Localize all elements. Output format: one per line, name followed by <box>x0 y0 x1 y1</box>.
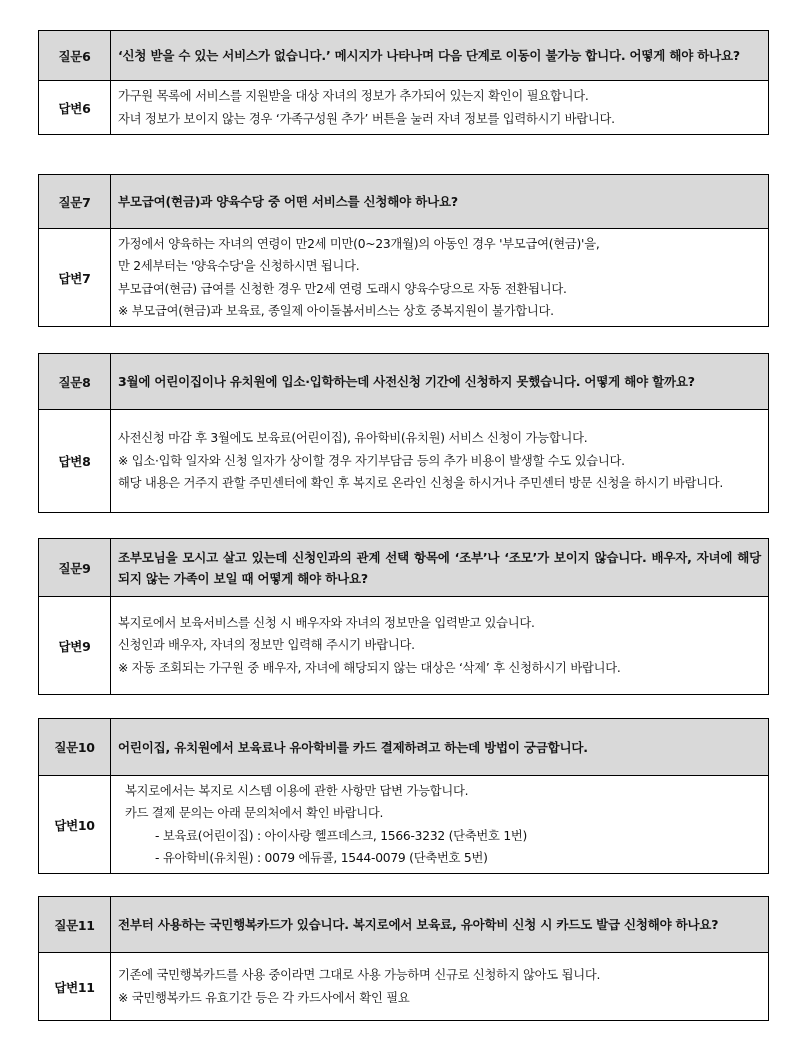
answer-label: 답변11 <box>39 953 111 1021</box>
answer-line: 부모급여(현금) 급여를 신청한 경우 만2세 연령 도래시 양육수당으로 자동 전환됩니다. <box>118 281 567 296</box>
answer-line: 복지로에서 보육서비스를 신청 시 배우자와 자녀의 정보만을 입력받고 있습니다. <box>118 615 535 630</box>
answer-label: 답변6 <box>39 81 111 135</box>
answer-text <box>111 776 769 874</box>
question-text: 부모급여(현금)과 양육수당 중 어떤 서비스를 신청해야 하나요? <box>111 175 769 229</box>
question-text: 어린이집, 유치원에서 보육료나 유아학비를 카드 결제하려고 하는데 방법이 궁금합니다. <box>111 719 769 776</box>
answer-label: 답변9 <box>39 597 111 695</box>
answer-line: ※ 자동 조회되는 가구원 중 배우자, 자녀에 해당되지 않는 대상은 ‘삭제’ 후 신청하시기 바랍니다. <box>118 660 621 675</box>
question-text: 3월에 어린이집이나 유치원에 입소·입학하는데 사전신청 기간에 신청하지 못했습니다. 어떻게 해야 할까요? <box>111 354 769 410</box>
answer-text <box>111 597 769 695</box>
question-label: 질문9 <box>39 539 111 597</box>
answer-text <box>111 81 769 135</box>
answer-label: 답변8 <box>39 410 111 513</box>
answer-line: 만 2세부터는 '양육수당'을 신청하시면 됩니다. <box>118 259 360 273</box>
question-text: ‘신청 받을 수 있는 서비스가 없습니다.’ 메시지가 나타나며 다음 단계로 이동이 불가능 합니다. 어떻게 해야 하나요? <box>111 31 769 81</box>
question-label: 질문10 <box>39 719 111 776</box>
answer-line: 카드 결제 문의는 아래 문의처에서 확인 바랍니다. <box>125 806 384 820</box>
answer-line: ※ 부모급여(현금)과 보육료, 종일제 아이돌봄서비스는 상호 중복지원이 불가합니다. <box>118 304 554 318</box>
faq-table-11 <box>38 896 769 1021</box>
answer-line: ※ 국민행복카드 유효기간 등은 각 카드사에서 확인 필요 <box>118 990 410 1005</box>
question-label: 질문11 <box>39 897 111 953</box>
answer-text <box>111 410 769 513</box>
answer-line: 해당 내용은 거주지 관할 주민센터에 확인 후 복지로 온라인 신청을 하시거나 주민센터 방문 신청을 하시기 바랍니다. <box>118 476 724 491</box>
answer-line: ※ 입소·입학 일자와 신청 일자가 상이할 경우 자기부담금 등의 추가 비용이 발생할 수도 있습니다. <box>118 453 625 468</box>
answer-line: - 보육료(어린이집) : 아이사랑 헬프데스크, 1566-3232 (단축번호 1번) <box>155 828 528 843</box>
faq-table-8 <box>38 353 769 513</box>
question-label: 질문8 <box>39 354 111 410</box>
faq-table-6 <box>38 30 769 135</box>
answer-line: 가구원 목록에 서비스를 지원받을 대상 자녀의 정보가 추가되어 있는지 확인이 필요합니다. <box>118 89 589 103</box>
answer-label: 답변7 <box>39 229 111 327</box>
faq-table-9 <box>38 538 769 695</box>
answer-line: - 유아학비(유치원) : 0079 에듀콜, 1544-0079 (단축번호 5번) <box>155 851 488 865</box>
answer-line: 사전신청 마감 후 3월에도 보육료(어린이집), 유아학비(유치원) 서비스 신청이 가능합니다. <box>118 431 588 446</box>
answer-text <box>111 229 769 327</box>
answer-line: 가정에서 양육하는 자녀의 연령이 만2세 미만(0~23개월)의 아동인 경우 '부모급여(현금)'을, <box>118 236 600 251</box>
answer-text <box>111 953 769 1021</box>
faq-table-7 <box>38 174 769 327</box>
question-text: 전부터 사용하는 국민행복카드가 있습니다. 복지로에서 보육료, 유아학비 신청 시 카드도 발급 신청해야 하나요? <box>111 897 769 953</box>
answer-line: 신청인과 배우자, 자녀의 정보만 입력해 주시기 바랍니다. <box>118 638 415 653</box>
faq-table-10 <box>38 718 769 874</box>
question-label: 질문7 <box>39 175 111 229</box>
answer-line: 복지로에서는 복지로 시스템 이용에 관한 사항만 답변 가능합니다. <box>125 783 469 798</box>
question-text: 조부모님을 모시고 살고 있는데 신청인과의 관계 선택 항목에 ‘조부’나 ‘조모’가 보이지 않습니다. 배우자, 자녀에 해당되지 않는 가족이 보일 때 어떻게 해야 하나요? <box>111 539 769 597</box>
answer-line: 자녀 정보가 보이지 않는 경우 ‘가족구성원 추가’ 버튼을 눌러 자녀 정보를 입력하시기 바랍니다. <box>118 111 615 126</box>
answer-line: 기존에 국민행복카드를 사용 중이라면 그대로 사용 가능하며 신규로 신청하지 않아도 됩니다. <box>118 968 601 982</box>
question-label: 질문6 <box>39 31 111 81</box>
answer-label: 답변10 <box>39 776 111 874</box>
